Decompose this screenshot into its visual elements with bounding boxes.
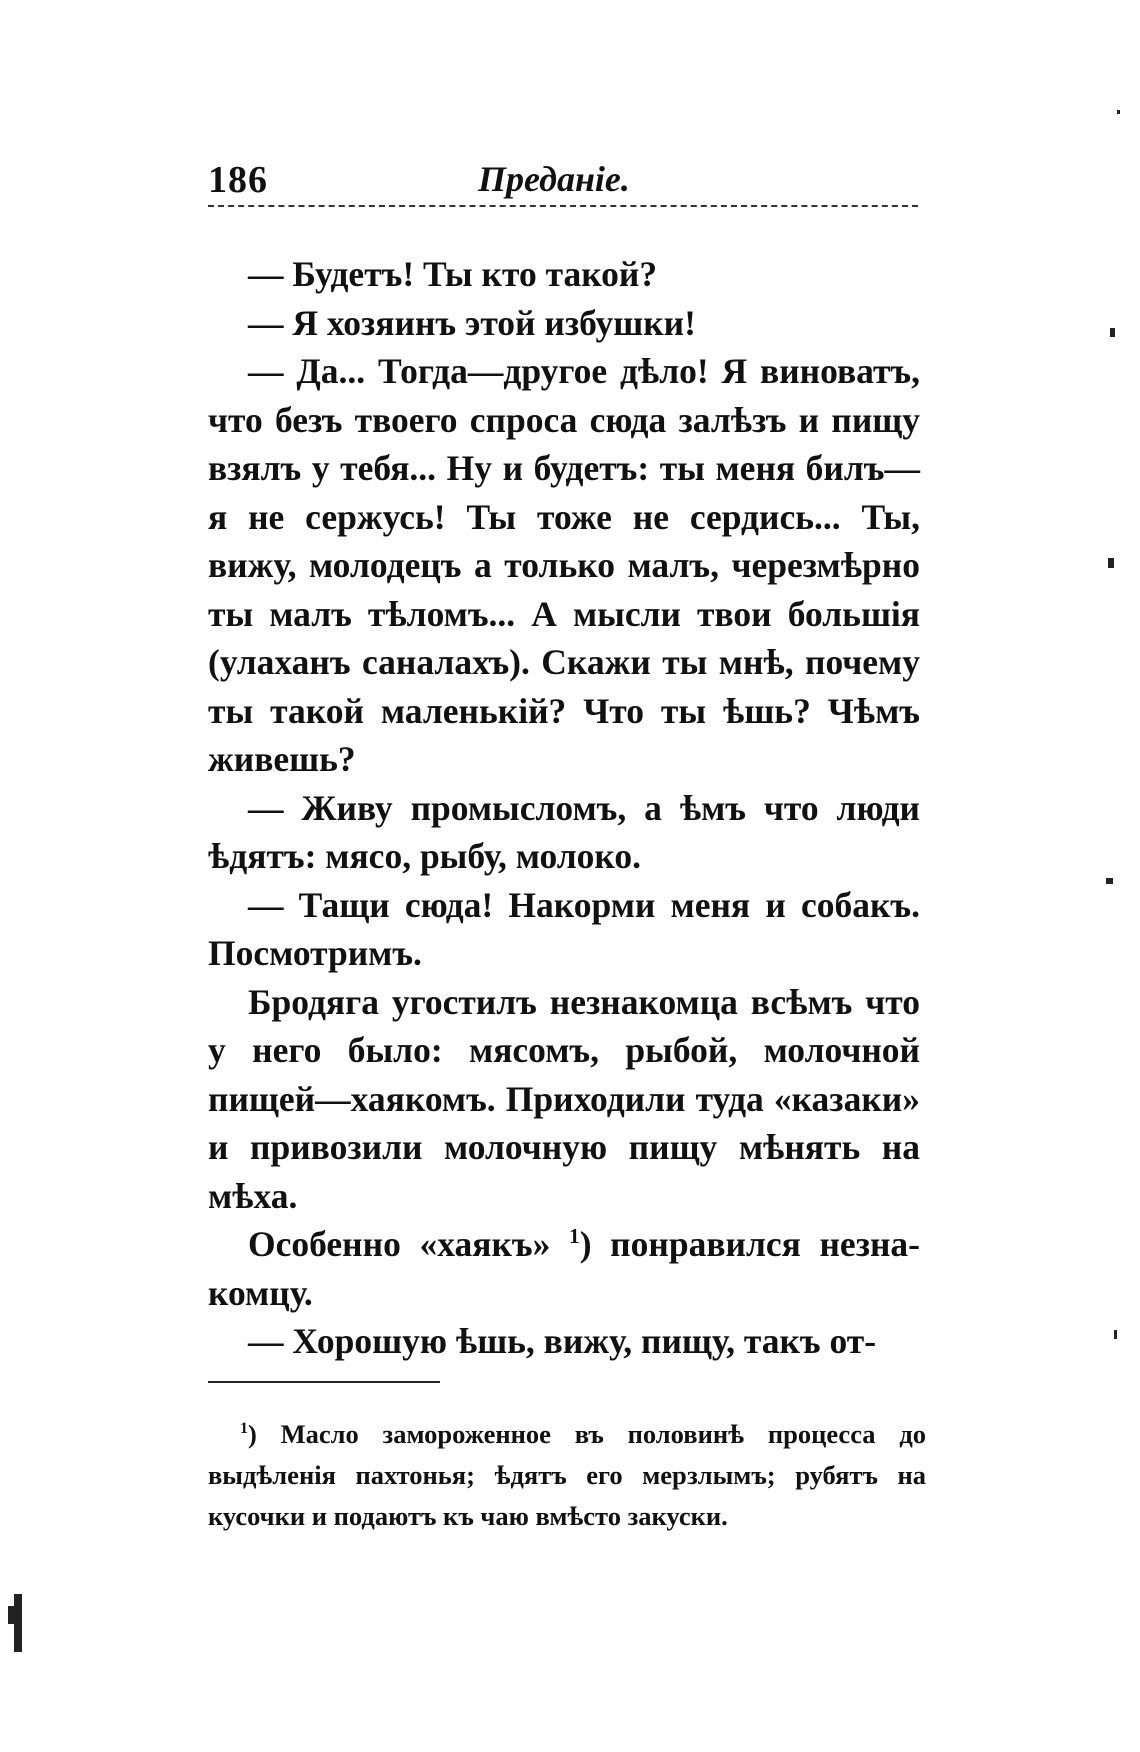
footnote (208, 1414, 926, 1537)
margin-speck (1114, 1330, 1117, 1339)
margin-speck (14, 1594, 22, 1652)
paragraph: — Да... Тогда—другое дѣло! Я виноватъ, что безъ твоего спроса сюда залѣзъ и пищу взялъ у тебя... Ну и будетъ: ты меня билъ—я не сержусь! Ты тоже не сердись... Ты, вижу, молодецъ а только малъ, черезмѣрно ты малъ тѣломъ... А мысли твои большія (улаханъ саналахъ). Скажи ты мнѣ, почему ты такой маленькій? Что ты ѣшь? Чѣмъ живешь? (208, 351, 920, 779)
margin-speck (1110, 328, 1115, 337)
footnote-mark: 1 (240, 1420, 248, 1438)
paragraph: — Будетъ! Ты кто такой? (248, 254, 658, 294)
paragraph: Бродяга угостилъ незнакомца всѣмъ что у него было: мясомъ, рыбой, молочной пищей—хаякомъ. Приходили туда «казаки» и привозили молочную пищу мѣнять на мѣха. (208, 981, 920, 1216)
paragraph-with-footnote-ref (208, 1220, 920, 1317)
header-rule (208, 205, 918, 207)
page-number: 186 (208, 159, 268, 201)
paragraph: — Я хозяинъ этой избушки! (248, 302, 696, 343)
footnote-reference: 1 (569, 1224, 580, 1249)
footnote-text: ) Масло замороженное въ половинѣ процесса до выдѣленія пахтонья; ѣдятъ его мерзлымъ; рубятъ на кусочки и подаютъ къ чаю вмѣсто закуски. (208, 1419, 926, 1531)
footnote-rule (208, 1381, 440, 1383)
paragraph: — Живу промысломъ, а ѣмъ что люди ѣдятъ: мясо, рыбу, молоко. (208, 787, 920, 876)
margin-speck (1117, 110, 1120, 114)
paragraph: — Хорошую ѣшь, вижу, пищу, такъ от- (248, 1321, 877, 1361)
paragraph-text: Особенно «хаякъ» (248, 1224, 570, 1264)
paragraph-text: ) понравился незнакомцу. (208, 1224, 920, 1313)
margin-speck (1108, 558, 1114, 568)
paragraph: — Тащи сюда! Накорми меня и собакъ. Посмотримъ. (208, 884, 920, 973)
running-head (208, 158, 928, 208)
margin-speck (1106, 878, 1113, 884)
margin-speck (8, 1606, 14, 1624)
body-text (208, 250, 920, 1366)
running-title: Преданіе. (478, 159, 630, 199)
